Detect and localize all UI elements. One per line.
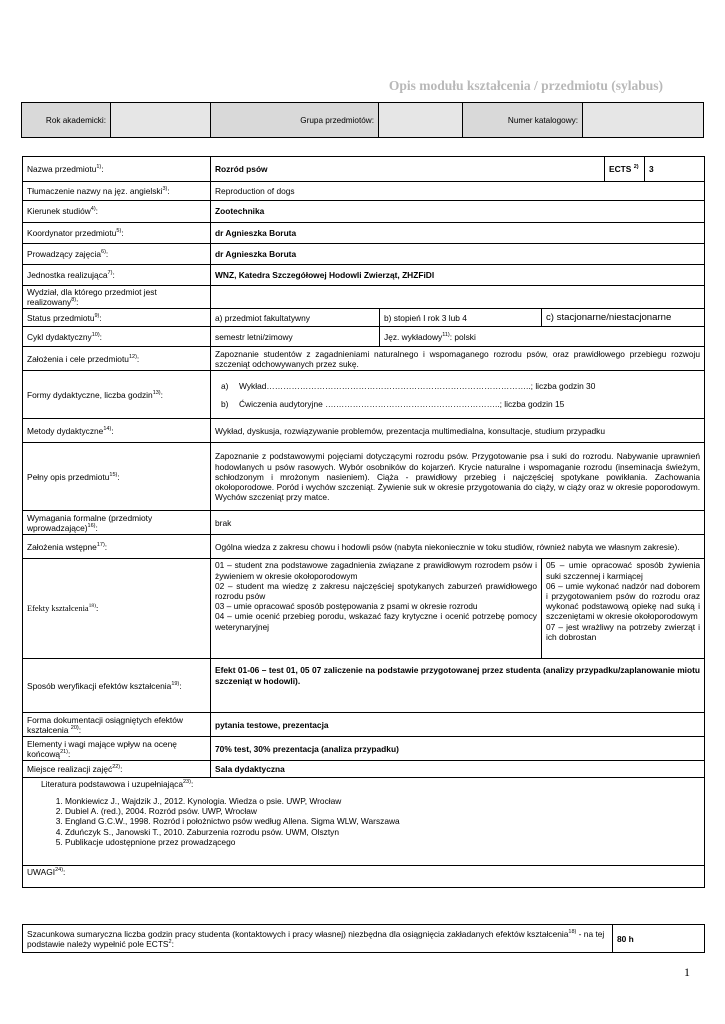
forma-dokumentacji-label: Forma dokumentacji osiągniętych efektów kształcenia $^{20)}$: [23,713,211,737]
cykl-value: semestr letni/zimowy [211,327,380,347]
literatura-item: 3. England G.C.W., 1998. Rozród i położnictwo psów według Allena. Sigma WLW, Warszawa [65,816,700,826]
pelny-opis-label: Pełny opis przedmiotu$^{15)}$: [23,443,211,511]
rok-akademicki-label: Rok akademicki: [22,103,111,137]
efekty-label: Efekty kształcenia$^{18)}$: [23,559,211,659]
formy-item: b) Ćwiczenia audytoryjne ….…………………………………………………..; liczba godzin 15 [221,398,565,409]
efekty-left: 01 – student zna podstawowe zagadnienia związane z prawidłowym rozrodem psów i żywieniem w okresie okołoporodowym 02 – student ma wiedzę z zakresu najczęściej spotykanych zaburzeń prawidłowego rozrodu psów 03 – umie opracować sposób postępowania z psami w okresie rozrodu 04 – umie ocenić przebieg porodu, wskazać fazy krytyczne i ocenić potrzebę pomocy weterynaryjnej [211,559,542,659]
summary-table [22,924,705,953]
header-bar [21,102,704,138]
zalozenia-label: Założenia i cele przedmiotu$^{12)}$: [23,347,211,371]
jednostka-label: Jednostka realizująca$^{7)}$: [23,265,211,286]
summary-text: Szacunkowa sumaryczna liczba godzin pracy studenta (kontaktowych i pracy własnej) niezbędna dla osiągnięcia zakładanych efektów kształcenia$^{18)}$ - na tej podstawie należy wypełnić pole ECTS$^2$: [23,925,613,953]
efekty-right: 05 – umie opracować sposób żywienia suki szczennej i karmiącej 06 – umie wykonać nadzór nad doborem i przygotowaniem psów do rozrodu oraz wykonać podstawową opiekę nad suką i szczeniętami w okresie okołoporodowym 07 – jest wrażliwy na potrzeby zwierząt i ich dobrostan [542,559,705,659]
literatura-label: Literatura podstawowa i uzupełniająca$^{23)}$: [41,779,194,790]
row-forma-dokumentacji [23,713,705,737]
weryfikacja-label: Sposób weryfikacji efektów kształcenia$^{19)}$: [23,659,211,713]
row-translation [23,182,705,201]
translation-label: Tłumaczenie nazwy na jęz. angielski$^{3)}$: [23,182,211,201]
summary-row [23,925,705,953]
page-number: 1 [684,965,690,979]
miejsce-label: Miejsce realizacji zajęć$^{22)}$: [23,761,211,778]
formy-value [211,371,705,419]
koordynator-value: dr Agnieszka Boruta [211,223,705,244]
status-c: c) stacjonarne/niestacjonarne [542,309,705,327]
grupa-przedmiotow-label: Grupa przedmiotów: [211,103,379,137]
row-literatura [23,778,705,866]
cykl-label: Cykl dydaktyczny$^{10)}$: [23,327,211,347]
row-prowadzacy [23,244,705,265]
row-uwagi [23,866,705,888]
zalozenia-value: Zapoznanie studentów z zagadnieniami naturalnego i wspomaganego rozrodu psów, oraz prawidłowego przebiegu rozwoju szczeniąt odchowywanych przez sukę. [211,347,705,371]
zalozenia-wstepne-label: Założenia wstępne$^{17)}$: [23,535,211,559]
summary-value: 80 h [613,925,705,953]
row-wydzial [23,286,705,309]
row-elementy [23,737,705,761]
wymagania-label: Wymagania formalne (przedmioty wprowadzające)$^{16)}$: [23,511,211,535]
metody-label: Metody dydaktyczne$^{14)}$: [23,419,211,443]
wydzial-label: Wydział, dla którego przedmiot jest realizowany$^{8)}$: [23,286,211,309]
row-formy [23,371,705,419]
nazwa-value: Rozród psów [211,157,605,182]
nazwa-label: Nazwa przedmiotu$^{1)}$: [23,157,211,182]
wydzial-value [211,286,705,309]
row-efekty [23,559,705,659]
literatura-item: 4. Zduńczyk S., Janowski T., 2010. Zaburzenia rozrodu psów. UWM, Olsztyn [65,827,700,837]
row-kierunek [23,201,705,223]
ects-label: ECTS $^{2)}$ [605,157,645,182]
syllabus-table [22,156,705,888]
literatura-item: 1. Monkiewicz J., Wajdzik J., 2012. Kynologia. Wiedza o psie. UWP, Wrocław [65,796,700,806]
metody-value: Wykład, dyskusja, rozwiązywanie problemów, prezentacja multimedialna, konsultacje, studium przypadku [211,419,705,443]
jednostka-value: WNZ, Katedra Szczegółowej Hodowli Zwierząt, ZHZFiDl [211,265,705,286]
elementy-label: Elementy i wagi mające wpływ na ocenę końcową$^{21)}$: [23,737,211,761]
row-koordynator [23,223,705,244]
status-label: Status przedmiotu$^{9)}$: [23,309,211,327]
pelny-opis-value: Zapoznanie z podstawowymi pojęciami dotyczącymi rozrodu psów. Przygotowanie psa i suki do rozrodu. Nabywanie uprawnień hodowlanych u psów rasowych. Wybór osobników do kojarzeń. Krycie naturalne i wspomaganie rozrodu (inseminacja świeżym, schłodzonym i mrożonym nasieniem). Ciąża - prawidłowy przebieg i najczęściej spotykane powikłania. Zachowania okołoporodowe. Poród i wychów szczeniąt. Żywienie suk w okresie przygotowania do ciąży, w ciąży oraz w okresie poporodowym. Wychów szczeniąt przy matce. [211,443,705,511]
row-status [23,309,705,327]
row-zalozenia-wstepne [23,535,705,559]
numer-katalogowy-field[interactable] [583,103,703,137]
row-cykl [23,327,705,347]
translation-value: Reproduction of dogs [211,182,705,201]
document-title: Opis modułu kształcenia / przedmiotu (sylabus) [388,78,663,93]
literatura-list [41,796,700,847]
grupa-przedmiotow-field[interactable] [379,103,463,137]
miejsce-value: Sala dydaktyczna [211,761,705,778]
formy-item: a) Wykład…………………………………………………………………………………..; liczba godzin 30 [221,380,596,391]
kierunek-label: Kierunek studiów$^{4)}$: [23,201,211,223]
row-pelny-opis [23,443,705,511]
prowadzacy-label: Prowadzący zajęcia$^{6)}$: [23,244,211,265]
row-weryfikacja [23,659,705,713]
row-metody [23,419,705,443]
row-zalozenia [23,347,705,371]
row-wymagania [23,511,705,535]
ects-value: 3 [645,157,705,182]
kierunek-value: Zootechnika [211,201,705,223]
formy-label: Formy dydaktyczne, liczba godzin$^{13)}$: [23,371,211,419]
literatura-cell [23,778,705,866]
formy-cwiczenia: Ćwiczenia audytoryjne ….…………………………………………………..; liczba godzin 15 [239,398,565,409]
wymagania-value: brak [211,511,705,535]
numer-katalogowy-label: Numer katalogowy: [463,103,583,137]
status-a: a) przedmiot fakultatywny [211,309,380,327]
koordynator-label: Koordynator przedmiotu$^{5)}$: [23,223,211,244]
forma-dokumentacji-value: pytania testowe, prezentacja [211,713,705,737]
elementy-value: 70% test, 30% prezentacja (analiza przypadku) [211,737,705,761]
jezyk-value: Jęz. wykładowy$^{11)}$: polski [380,327,705,347]
zalozenia-wstepne-value: Ogólna wiedza z zakresu chowu i hodowli psów (nabyta niekoniecznie w toku studiów, również nabyta we własnym zakresie). [211,535,705,559]
uwagi-cell: UWAGI$^{24)}$: [23,866,705,888]
row-nazwa [23,157,705,182]
prowadzacy-value: dr Agnieszka Boruta [211,244,705,265]
formy-wyklad: Wykład…………………………………………………………………………………..; liczba godzin 30 [239,380,596,391]
row-jednostka [23,265,705,286]
row-miejsce [23,761,705,778]
status-b: b) stopień I rok 3 lub 4 [380,309,542,327]
literatura-item: 5. Publikacje udostępnione przez prowadzącego [65,837,700,847]
rok-akademicki-field[interactable] [111,103,211,137]
weryfikacja-value: Efekt 01-06 – test 01, 05 07 zaliczenie na podstawie przygotowanej przez studenta (analizy przypadku/zaplanowanie miotu szczeniąt w hodowli). [211,659,705,713]
literatura-item: 2. Dubiel A. (red.), 2004. Rozród psów. UWP, Wrocław [65,806,700,816]
